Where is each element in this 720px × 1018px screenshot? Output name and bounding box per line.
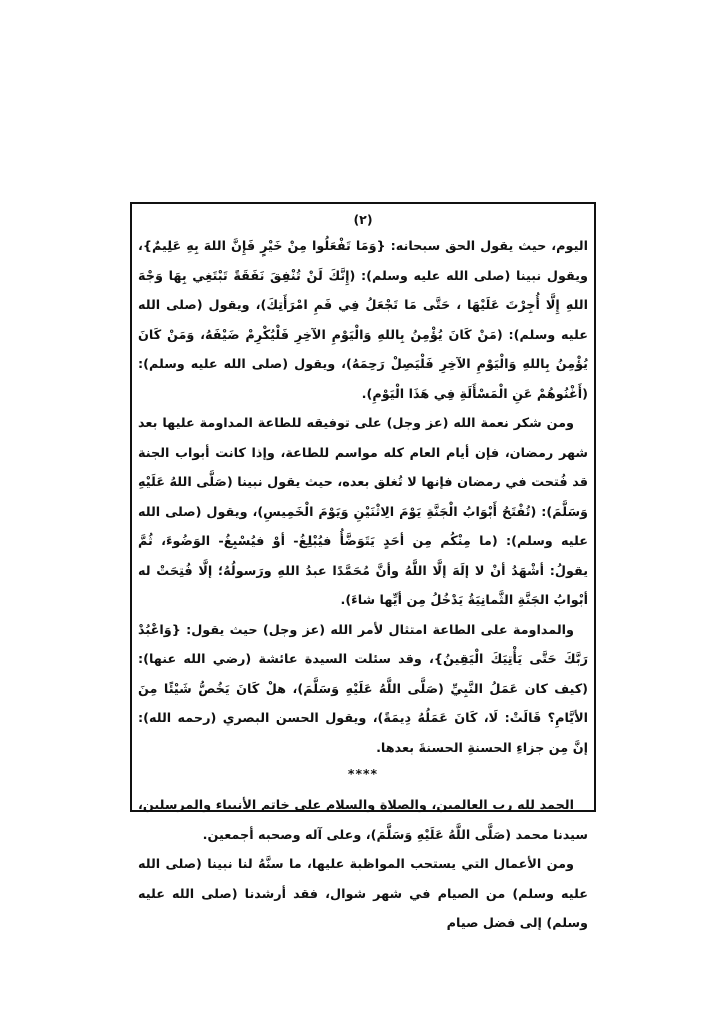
page-number: (٢) [353, 212, 373, 227]
paragraph-charity: اليوم، حيث يقول الحق سبحانه: {وَمَا تَفْعَلُوا مِنْ خَيْرٍ فَإِنَّ اللهَ بِهِ عَلِيمٌ}، ويقول نبينا (صلى الله عليه وسلم): (إِنَّكَ لَنْ تُنْفِقَ نَفَقَةً تَبْتَغِي بِهَا وَجْهَ اللهِ إِلَّا أُجِرْتَ عَلَيْهَا ، حَتَّى مَا تَجْعَلُ فِي فَمِ امْرَأَتِكَ)، ويقول (صلى الله عليه وسلم): (مَنْ كَانَ يُؤْمِنُ بِاللهِ وَالْيَوْمِ الآخِرِ فَلْيُكْرِمْ ضَيْفَهُ، وَمَنْ كَانَ يُؤْمِنُ بِاللهِ وَالْيَوْمِ الآخِرِ فَلْيَصِلْ رَحِمَهُ)، ويقول (صلى الله عليه وسلم): (أَغْنُوهُمْ عَنِ الْمَسْأَلَةِ فِي هَذَا الْيَوْمِ). [138, 239, 588, 402]
paragraph-continuity-of-obedience: والمداومة على الطاعة امتثال لأمر الله (عز وجل) حيث يقول: {وَاعْبُدْ رَبَّكَ حَتَّى يَأْتِيَكَ الْيَقِينُ}، وقد سئلت السيدة عائشة (رضي الله عنها): (كيف كان عَمَلُ النَّبِيِّ (صَلَّى اللَّهُ عَلَيْهِ وَسَلَّمَ)، هلْ كَانَ يَخُصُّ شَيْئًا مِنَ الأيَّامِ؟ قَالَتْ: لَا، كَانَ عَمَلُهُ دِيمَةً)، ويقول الحسن البصري (رحمه الله): إنَّ مِن جزاءِ الحسنةِ الحسنةَ بعدها. [138, 622, 588, 756]
document-page-frame [130, 202, 596, 931]
paragraph-perseverance-after-ramadan: ومن شكر نعمة الله (عز وجل) على توفيقه للطاعة المداومة عليها بعد شهر رمضان، فإن أيام العام كله مواسم للطاعة، وإذا كانت أبواب الجنة قد فُتحت في رمضان فإنها لا تُغلق بعده، حيث يقول نبينا (صَلَّى اللهُ عَلَيْهِ وَسَلَّمَ): (تُفْتَحُ أَبْوَابُ الْجَنَّةِ يَوْمَ الِاثْنَيْنِ وَيَوْمَ الْخَمِيسِ)، ويقول (صلى الله عليه وسلم): (ما مِنْكُم مِن أحَدٍ يَتَوَضَّأُ فيُبْلِغُ- أوْ فيُسْبِغُ- الوَضُوءَ، ثُمَّ يقولُ: أشْهَدُ أنْ لا إلَهَ إلَّا اللَّهُ وأنَّ مُحَمَّدًا عبدُ اللهِ ورَسولُهُ؛ إلَّا فُتِحَتْ له أبْوابُ الجَنَّةِ الثَّمانِيَةُ يَدْخُلُ مِن أيِّها شاءَ). [138, 416, 588, 608]
paragraph-shawwal-fasting: ومن الأعمال التي يستحب المواظبة عليها، ما سنَّهُ لنا نبينا (صلى الله عليه وسلم) من الصيام في شهر شوال، فقد أرشدنا (صلى الله عليه وسلم) إلى فضل صيام [138, 857, 588, 931]
section-separator: **** [347, 766, 379, 781]
paragraph-praise: الحمد لله رب العالمين، والصلاة والسلام على خاتم الأنبياء والمرسلين، سيدنا محمد (صَلَّى اللَّهُ عَلَيْهِ وَسَلَّمَ)، وعلى آله وصحبه أجمعين. [138, 798, 588, 843]
